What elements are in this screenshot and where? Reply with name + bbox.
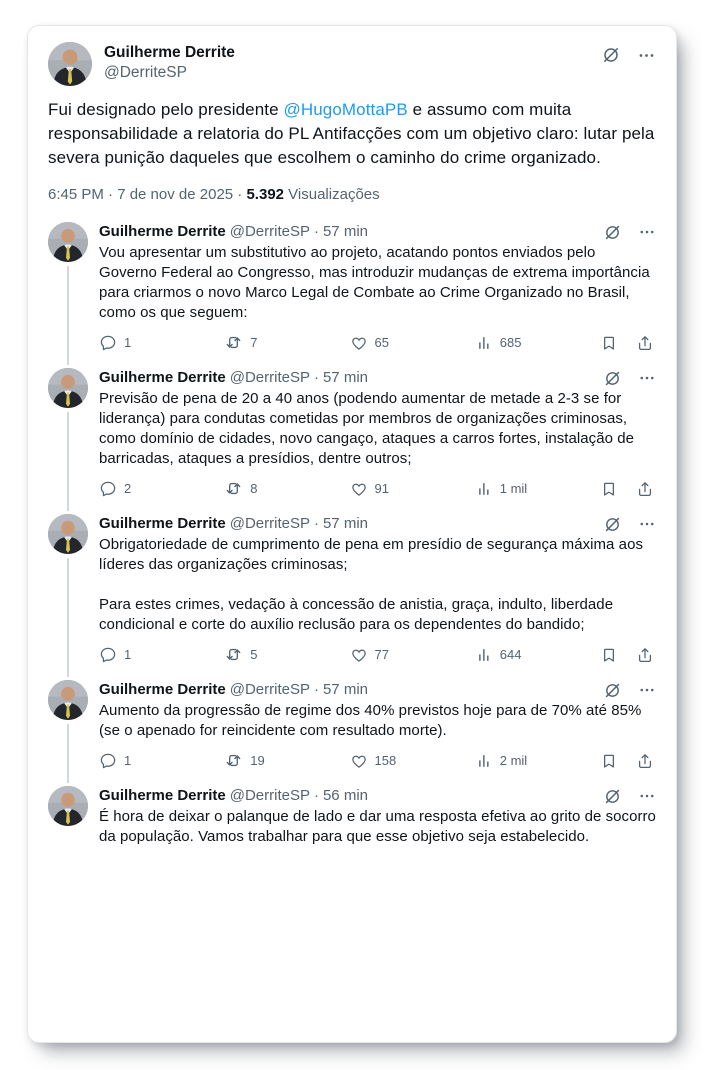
author-name[interactable]: Guilherme Derrite [99,787,226,804]
avatar-column [48,368,88,511]
share-icon[interactable] [636,752,654,770]
grok-icon[interactable] [603,787,622,806]
views-count: 685 [499,335,522,350]
repost-count: 5 [250,647,258,662]
tweet-text [99,701,656,741]
engagement-bar [99,751,656,770]
more-icon[interactable] [638,369,656,387]
like-count: 65 [374,335,389,350]
avatar[interactable] [48,786,88,826]
tweet-text [99,243,656,323]
repost-count: 8 [250,481,258,496]
timestamp[interactable]: 56 min [322,787,368,804]
separator-dot: · [313,223,319,240]
author-name[interactable]: Guilherme Derrite [99,515,226,532]
thread-line [67,558,69,677]
avatar-image [48,368,88,408]
like-count: 91 [374,481,389,496]
repost-icon [224,645,243,664]
author-handle[interactable]: @DerriteSP [229,223,310,240]
bookmark-icon[interactable] [600,480,618,498]
avatar-column [48,786,88,854]
avatar-column [48,222,88,365]
avatar[interactable] [48,42,92,86]
grok-icon[interactable] [603,515,622,534]
thread-line [67,266,69,365]
like-button[interactable] [350,480,475,498]
avatar-image [48,786,88,826]
author-name[interactable]: Guilherme Derrite [99,223,226,240]
grok-icon[interactable] [601,45,621,65]
bookmark-icon[interactable] [600,646,618,664]
separator-dot: · [313,681,319,698]
tweet-thread-card [27,25,677,1043]
views-button[interactable] [475,646,600,664]
avatar[interactable] [48,222,88,262]
like-count: 77 [374,647,389,662]
tweet-paragraph: Aumento da progressão de regime dos 40% previstos hoje para de 70% até 85% (se o apenado for reincidente com resultado morte). [99,702,642,739]
author-block[interactable] [104,42,235,83]
reply-icon [99,334,117,352]
like-button[interactable] [350,646,475,664]
avatar-column [48,514,88,677]
tweet-paragraph: É hora de deixar o palanque de lado e dar uma resposta efetiva ao grito de socorro da população. Vamos trabalhar para que esse objetivo seja estabelecido. [99,808,656,845]
reply-tweet[interactable] [42,677,662,783]
more-icon[interactable] [638,515,656,533]
views-label[interactable]: Visualizações [284,186,380,203]
avatar[interactable] [48,368,88,408]
author-name[interactable]: Guilherme Derrite [99,681,226,698]
like-icon [350,752,368,770]
more-icon[interactable] [638,787,656,805]
avatar-image [48,222,88,262]
timestamp[interactable]: 57 min [322,223,368,240]
engagement-bar [99,645,656,664]
tweet-paragraph: Previsão de pena de 20 a 40 anos (podendo aumentar de metade a 2-3 se for liderança) para condutas cometidas por membros de organizações criminosas, como domínio de cidades, novo cangaço, ataques a carros fortes, instalação de barricadas, ataques a presídios, dentre outros; [99,390,635,467]
repost-button[interactable] [224,479,349,498]
reply-header [99,368,656,388]
tweet-text [99,807,656,847]
timestamp: 6:45 PM · 7 de nov de 2025 · [48,186,247,203]
engagement-bar [99,333,656,352]
repost-count: 19 [250,753,265,768]
tweet-text-after: e assumo com muita responsabilidade a relatoria do PL Antifacções com um objetivo claro: lutar pela severa punição daqueles que escolhem o caminho do crime organizado. [48,100,655,167]
timestamp[interactable]: 57 min [322,369,368,386]
tweet-text [99,389,656,469]
more-icon[interactable] [637,46,656,65]
grok-icon[interactable] [603,369,622,388]
thread-line [67,412,69,511]
reply-icon [99,646,117,664]
bookmark-icon[interactable] [600,752,618,770]
thread-line [67,724,69,783]
separator-dot: · [313,787,319,804]
grok-icon[interactable] [603,681,622,700]
author-handle[interactable]: @DerriteSP [229,787,310,804]
reply-header [99,680,656,700]
tweet-text [42,86,662,170]
more-icon[interactable] [638,223,656,241]
like-button[interactable] [350,752,475,770]
like-button[interactable] [350,334,475,352]
author-handle[interactable]: @DerriteSP [229,515,310,532]
tweet-text [99,535,656,635]
main-tweet [42,40,662,219]
author-handle[interactable]: @DerriteSP [104,64,187,81]
views-icon [475,334,493,352]
reply-header [99,514,656,534]
reply-tweet[interactable] [42,219,662,365]
author-handle[interactable]: @DerriteSP [229,369,310,386]
reply-button[interactable] [99,480,224,498]
repost-button[interactable] [224,645,349,664]
separator-dot: · [313,369,319,386]
replies-list [42,219,662,854]
tweet-text-before: Fui designado pelo presidente [48,100,284,119]
more-icon[interactable] [638,681,656,699]
bookmark-icon[interactable] [600,334,618,352]
tweet-paragraph: Obrigatoriedade de cumprimento de pena em presídio de segurança máxima aos líderes das organizações criminosas; [99,536,644,573]
views-icon [475,646,493,664]
author-handle[interactable]: @DerriteSP [229,681,310,698]
views-button[interactable] [475,752,600,770]
reply-button[interactable] [99,334,224,352]
author-name[interactable]: Guilherme Derrite [99,369,226,386]
repost-icon [224,333,243,352]
avatar-image [48,680,88,720]
views-button[interactable] [475,334,600,352]
timestamp[interactable]: 57 min [322,681,368,698]
tweet-paragraph: Vou apresentar um substitutivo ao projeto, acatando pontos enviados pelo Governo Federal ao Congresso, mas introduzir mudanças de extrema importância para criarmos o novo Marco Legal de Combate ao Crime Organizado no Brasil, como os que seguem: [99,244,650,321]
reply-count: 1 [124,335,132,350]
reply-tweet[interactable] [42,365,662,511]
main-tweet-header [42,40,662,86]
share-icon[interactable] [636,646,654,664]
reply-button[interactable] [99,646,224,664]
views-count: 644 [499,647,522,662]
share-icon[interactable] [636,480,654,498]
reply-tweet[interactable] [42,783,662,854]
reply-count: 1 [124,753,132,768]
views-icon [475,480,493,498]
reply-header [99,222,656,242]
views-icon [475,752,493,770]
tweet-paragraph: Para estes crimes, vedação à concessão de anistia, graça, indulto, liberdade condicional e corte do auxílio reclusão para os dependentes do bandido; [99,596,614,633]
mention-link[interactable]: @HugoMottaPB [283,100,408,119]
reply-icon [99,480,117,498]
avatar[interactable] [48,514,88,554]
reply-button[interactable] [99,752,224,770]
engagement-bar [99,479,656,498]
repost-icon [224,751,243,770]
author-name[interactable]: Guilherme Derrite [104,44,235,61]
avatar-image [48,514,88,554]
views-count: 2 mil [499,753,528,768]
reply-icon [99,752,117,770]
repost-count: 7 [250,335,258,350]
like-icon [350,646,368,664]
grok-icon[interactable] [603,223,622,242]
reply-count: 2 [124,481,132,496]
reply-header [99,786,656,806]
share-icon[interactable] [636,334,654,352]
repost-button[interactable] [224,333,349,352]
like-icon [350,480,368,498]
avatar-column [48,680,88,783]
repost-icon [224,479,243,498]
views-count: 5.392 [246,186,285,203]
like-icon [350,334,368,352]
avatar[interactable] [48,680,88,720]
reply-tweet[interactable] [42,511,662,677]
reply-count: 1 [124,647,132,662]
tweet-meta [42,170,662,219]
avatar-image [48,42,92,86]
views-button[interactable] [475,480,600,498]
like-count: 158 [374,753,397,768]
separator-dot: · [313,515,319,532]
timestamp[interactable]: 57 min [322,515,368,532]
repost-button[interactable] [224,751,349,770]
views-count: 1 mil [499,481,528,496]
